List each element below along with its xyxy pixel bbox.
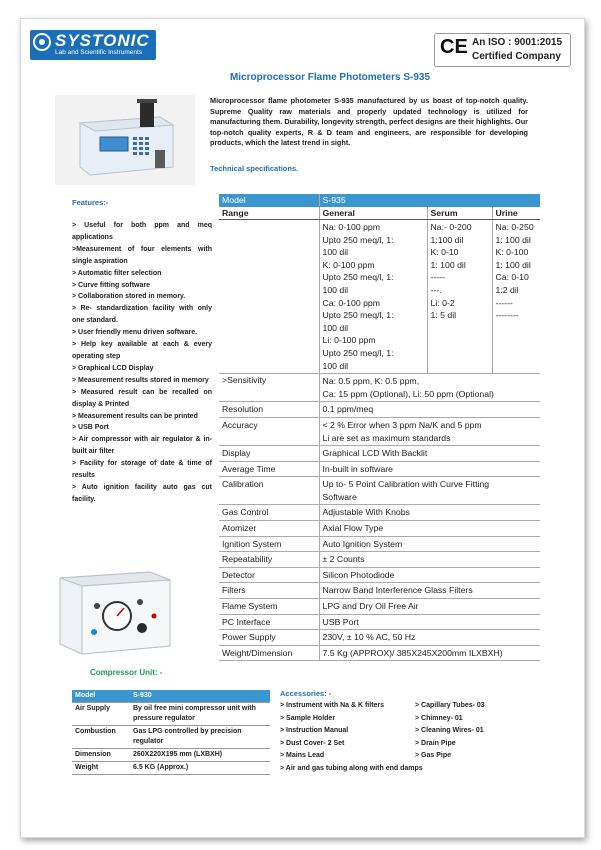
feature-item: > Auto ignition facility auto gas cut facility. [72, 483, 212, 503]
feature-item: > User friendly menu driven software. [72, 329, 198, 337]
iso-line-2: Certified Company [472, 51, 561, 62]
spec-model-value: S-935 [319, 194, 540, 207]
brand-name: SYSTONIC [55, 31, 150, 50]
spec-row: Display Graphical LCD With Backlit [219, 446, 540, 462]
ce-mark: CE [440, 36, 468, 58]
feature-item: > Graphical LCD Display [72, 364, 154, 372]
feature-item: > USB Port [72, 424, 109, 432]
range-urine-cell: Na: 0-250 1: 100 dil K: 0-100 1: 100 dil Ca: 0-10 1:2 dil ------ -------- [492, 220, 540, 374]
iso-line-1: An ISO : 9001:2015 [472, 37, 563, 48]
spec-model-row [219, 194, 540, 207]
spec-row: Repeatability ± 2 Counts [219, 552, 540, 568]
spec-range-values [219, 220, 540, 374]
sensitivity-value: Na: 0.5 ppm, K: 0.5 ppm, Ca: 15 ppm (Optional), Li: 50 ppm (Optional) [319, 374, 540, 402]
range-urine-header: Urine [492, 207, 540, 220]
accessory-item: > Mains Lead > Gas Pipe [280, 752, 451, 759]
range-general-header: General [319, 207, 427, 220]
range-label: Range [219, 207, 319, 220]
compressor-row: Combustion Gas LPG controlled by precision regulator [72, 726, 270, 749]
accessory-item: > Dust Cover- 2 Set > Drain Pipe [280, 739, 456, 747]
accessory-item: > Instruction Manual > Cleaning Wires- 01 [280, 727, 484, 734]
accessory-item: > Sample Holder > Chimney- 01 [280, 714, 463, 722]
gear-icon [33, 33, 51, 51]
spec-row: Detector Silicon Photodiode [219, 567, 540, 583]
spec-row: Calibration Up to- 5 Point Calibration with Curve Fitting Software [219, 477, 540, 505]
feature-item: > Collaboration stored in memory. [72, 293, 186, 301]
company-logo [30, 30, 156, 60]
range-serum-cell: Na:- 0-200 1:100 dil K: 0-10 1: 100 dil ----- ---. Li: 0-2 1: 5 dil [427, 220, 492, 374]
accessories-title: Accessories: - [280, 689, 332, 698]
compressor-row: Air Supply By oil free mini compressor unit with pressure regulator [72, 703, 270, 726]
spec-row: Gas Control Adjustable With Knobs [219, 505, 540, 521]
feature-item: > Measurement results stored in memory [72, 376, 209, 384]
compressor-unit-label: Compressor Unit: - [90, 668, 163, 677]
compressor-table [72, 690, 270, 775]
spec-row: Accuracy < 2 % Error when 3 ppm Na/K and 5 ppm Li are set as maximum standards [219, 417, 540, 445]
spec-row: Flame System LPG and Dry Oil Free Air [219, 599, 540, 615]
spec-range-header [219, 207, 540, 220]
flame-photometer-image [55, 95, 195, 185]
feature-item: > Help key available at each & every operating step [72, 341, 212, 360]
intro-paragraph: Microprocessor flame photometer S-935 manufactured by us boast of top-notch quality. Supreme Quality raw materials and properly updated technology is utilized for manufacturing them. Durability, longevity strength, perfect designs are their highlights. Our top-notch quality experts, R & D team and engineers, are responsible for developing products, which the latest trend in sight. [210, 96, 528, 148]
accessory-item: > Instrument with Na & K filters > Capillary Tubes- 03 [280, 702, 485, 709]
feature-item: > Air compressor with air regulator & in-built air filter [72, 436, 212, 456]
spec-row: Filters Narrow Band Interference Glass Filters [219, 583, 540, 599]
sensitivity-label: >Sensitivity [219, 374, 319, 402]
brand-tagline: Lab and Scientific Instruments [55, 49, 143, 56]
feature-item: > Re- standardization facility with only one standard. [72, 305, 212, 325]
tech-spec-label: Technical specifications. [210, 164, 299, 173]
features-list [72, 220, 212, 506]
feature-item: > Measurement results can be printed [72, 412, 198, 420]
range-serum-header: Serum [427, 207, 492, 220]
spec-row: Ignition System Auto Ignition System [219, 536, 540, 552]
feature-item: > Measured result can be recalled on display & Printed [72, 388, 212, 408]
spec-row: Average Time In-built in software [219, 461, 540, 477]
spec-sensitivity-row [219, 374, 540, 402]
feature-item: > Curve fitting software [72, 281, 150, 289]
iso-badge [434, 33, 571, 67]
feature-item: > Facility for storage of date & time of results [72, 460, 212, 480]
accessories-list [280, 700, 540, 775]
feature-item: > Useful for both ppm and meq applications [72, 222, 212, 241]
features-title: Features:- [72, 198, 109, 207]
page-title: Microprocessor Flame Photometers S-935 [229, 72, 431, 83]
spec-table [219, 194, 540, 661]
spec-model-label: Model [219, 194, 319, 207]
accessory-item: > Air and gas tubing along with end damps [280, 764, 423, 772]
spec-row: Weight/Dimension 7.5 Kg (APPROX)/ 385X245X200mm ILXBXH) [219, 645, 540, 661]
feature-item: >Measurement of four elements with single aspiration [72, 245, 212, 265]
spec-row: Power Supply 230V, ± 10 % AC, 50 Hz [219, 630, 540, 646]
compressor-row: Dimension 260X220X195 mm (LXBXH) [72, 749, 270, 762]
spec-row: Resolution 0.1 ppm/meq [219, 402, 540, 418]
spec-row: Atomizer Axial Flow Type [219, 521, 540, 537]
compressor-row: Weight 6.5 KG (Approx.) [72, 762, 270, 775]
feature-item: > Automatic filter selection [72, 269, 162, 277]
spec-row: PC Interface USB Port [219, 614, 540, 630]
compressor-model-row: Model S-930 [72, 690, 270, 703]
range-general-cell: Na: 0-100 ppm Upto 250 meq/l, 1: 100 dil K: 0-100 ppm Upto 250 meq/l, 1: 100 dil Ca: 0-100 ppm Upto 250 meq/l, 1: 100 dil Li: 0-100 ppm Upto 250 meq/l, 1: 100 dil [319, 220, 427, 374]
compressor-image [42, 558, 182, 662]
